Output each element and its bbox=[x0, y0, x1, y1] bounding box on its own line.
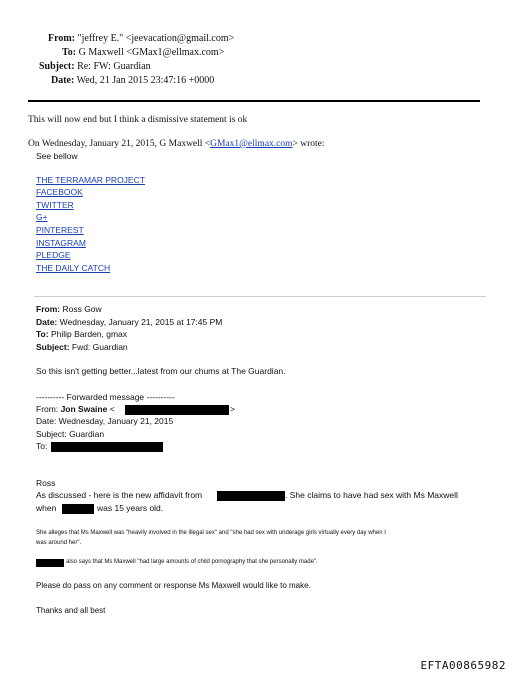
header-to-row bbox=[62, 46, 224, 60]
message-para4: Please do pass on any comment or response Ms Maxwell would like to make. bbox=[36, 581, 311, 590]
link-facebook[interactable]: FACEBOOK bbox=[36, 187, 83, 197]
forwarded-subject: Subject: Guardian bbox=[36, 429, 105, 439]
forwarded-from-open: < bbox=[109, 404, 115, 414]
header-date-label: Date: bbox=[51, 75, 75, 86]
see-below-text: See bellow bbox=[36, 151, 78, 161]
header-divider bbox=[28, 100, 480, 102]
forwarded-from-label: From: bbox=[36, 404, 59, 414]
message-greeting: Ross bbox=[36, 478, 56, 488]
message-para2-line1: She alleges that Ms Maxwell was "heavily involved in the illegal sex" and "she had sex with underage girls virtually every day when I bbox=[36, 530, 386, 536]
link-pledge[interactable]: PLEDGE bbox=[36, 250, 71, 260]
link-terramar-project[interactable]: THE TERRAMAR PROJECT bbox=[36, 175, 145, 185]
inner-subject-value: Fwd: Guardian bbox=[71, 342, 128, 352]
message-line2-suffix: was 15 years old. bbox=[97, 503, 164, 513]
link-twitter[interactable]: TWITTER bbox=[36, 200, 74, 210]
header-from-value: "jeffrey E." <jeevacation@gmail.com> bbox=[77, 33, 235, 44]
header-from-row bbox=[48, 32, 234, 46]
header-subject-value: Re: FW: Guardian bbox=[77, 61, 151, 72]
inner-subject-label: Subject: bbox=[36, 342, 70, 352]
forwarded-to-label: To: bbox=[36, 441, 48, 451]
quote-email-link[interactable]: GMax1@ellmax.com bbox=[210, 139, 293, 149]
message-para3: also says that Ms Maxwell "had large amounts of child pornography that she personally made". bbox=[66, 559, 318, 565]
link-daily-catch[interactable]: THE DAILY CATCH bbox=[36, 263, 111, 273]
header-to-value: G Maxwell <GMax1@ellmax.com> bbox=[78, 47, 225, 58]
inner-to-row bbox=[36, 329, 127, 339]
header-subject-label: Subject: bbox=[39, 61, 75, 72]
redaction-block bbox=[36, 559, 64, 567]
header-to-label: To: bbox=[62, 47, 77, 58]
message-line1-suffix: . She claims to have had sex with Ms Maxwell bbox=[285, 490, 458, 500]
quote-intro bbox=[28, 139, 325, 149]
inner-from-label: From: bbox=[36, 304, 61, 314]
document-id: EFTA00865982 bbox=[420, 659, 506, 672]
message-line2-prefix: when bbox=[36, 503, 57, 513]
message-line1-prefix: As discussed - here is the new affidavit from bbox=[36, 490, 203, 500]
redaction-block bbox=[51, 442, 163, 452]
forwarded-from-close: > bbox=[230, 404, 235, 414]
inner-date-value: Wednesday, January 21, 2015 at 17:45 PM bbox=[59, 317, 223, 327]
message-para2-line2: was around her". bbox=[36, 540, 82, 546]
redaction-block bbox=[217, 491, 285, 501]
forwarded-from-row bbox=[36, 404, 115, 414]
link-instagram[interactable]: INSTAGRAM bbox=[36, 238, 86, 248]
redaction-block bbox=[125, 405, 229, 415]
inner-date-label: Date: bbox=[36, 317, 58, 327]
redaction-block bbox=[62, 504, 94, 514]
link-google-plus[interactable]: G+ bbox=[36, 212, 48, 222]
inner-from-row bbox=[36, 304, 102, 314]
inner-from-value: Ross Gow bbox=[62, 304, 102, 314]
forwarded-from-name: Jon Swaine bbox=[60, 404, 108, 414]
inner-date-row bbox=[36, 317, 222, 327]
inner-intro: So this isn't getting better...latest from our chums at The Guardian. bbox=[36, 366, 286, 376]
inner-to-value: Philip Barden, gmax bbox=[50, 329, 128, 339]
inner-divider bbox=[34, 296, 486, 297]
inner-subject-row bbox=[36, 342, 128, 352]
reply-text: This will now end but I think a dismissive statement is ok bbox=[28, 115, 248, 125]
quote-intro-prefix: On Wednesday, January 21, 2015, G Maxwell < bbox=[28, 139, 211, 149]
header-from-label: From: bbox=[48, 33, 76, 44]
header-subject-row bbox=[39, 60, 151, 74]
forwarded-divider: ---------- Forwarded message ---------- bbox=[36, 392, 175, 402]
link-pinterest[interactable]: PINTEREST bbox=[36, 225, 84, 235]
message-signoff: Thanks and all best bbox=[36, 606, 106, 615]
header-date-value: Wed, 21 Jan 2015 23:47:16 +0000 bbox=[76, 75, 215, 86]
quote-intro-suffix: > wrote: bbox=[292, 139, 325, 149]
header-date-row bbox=[51, 74, 214, 88]
forwarded-date: Date: Wednesday, January 21, 2015 bbox=[36, 416, 174, 426]
inner-to-label: To: bbox=[36, 329, 49, 339]
